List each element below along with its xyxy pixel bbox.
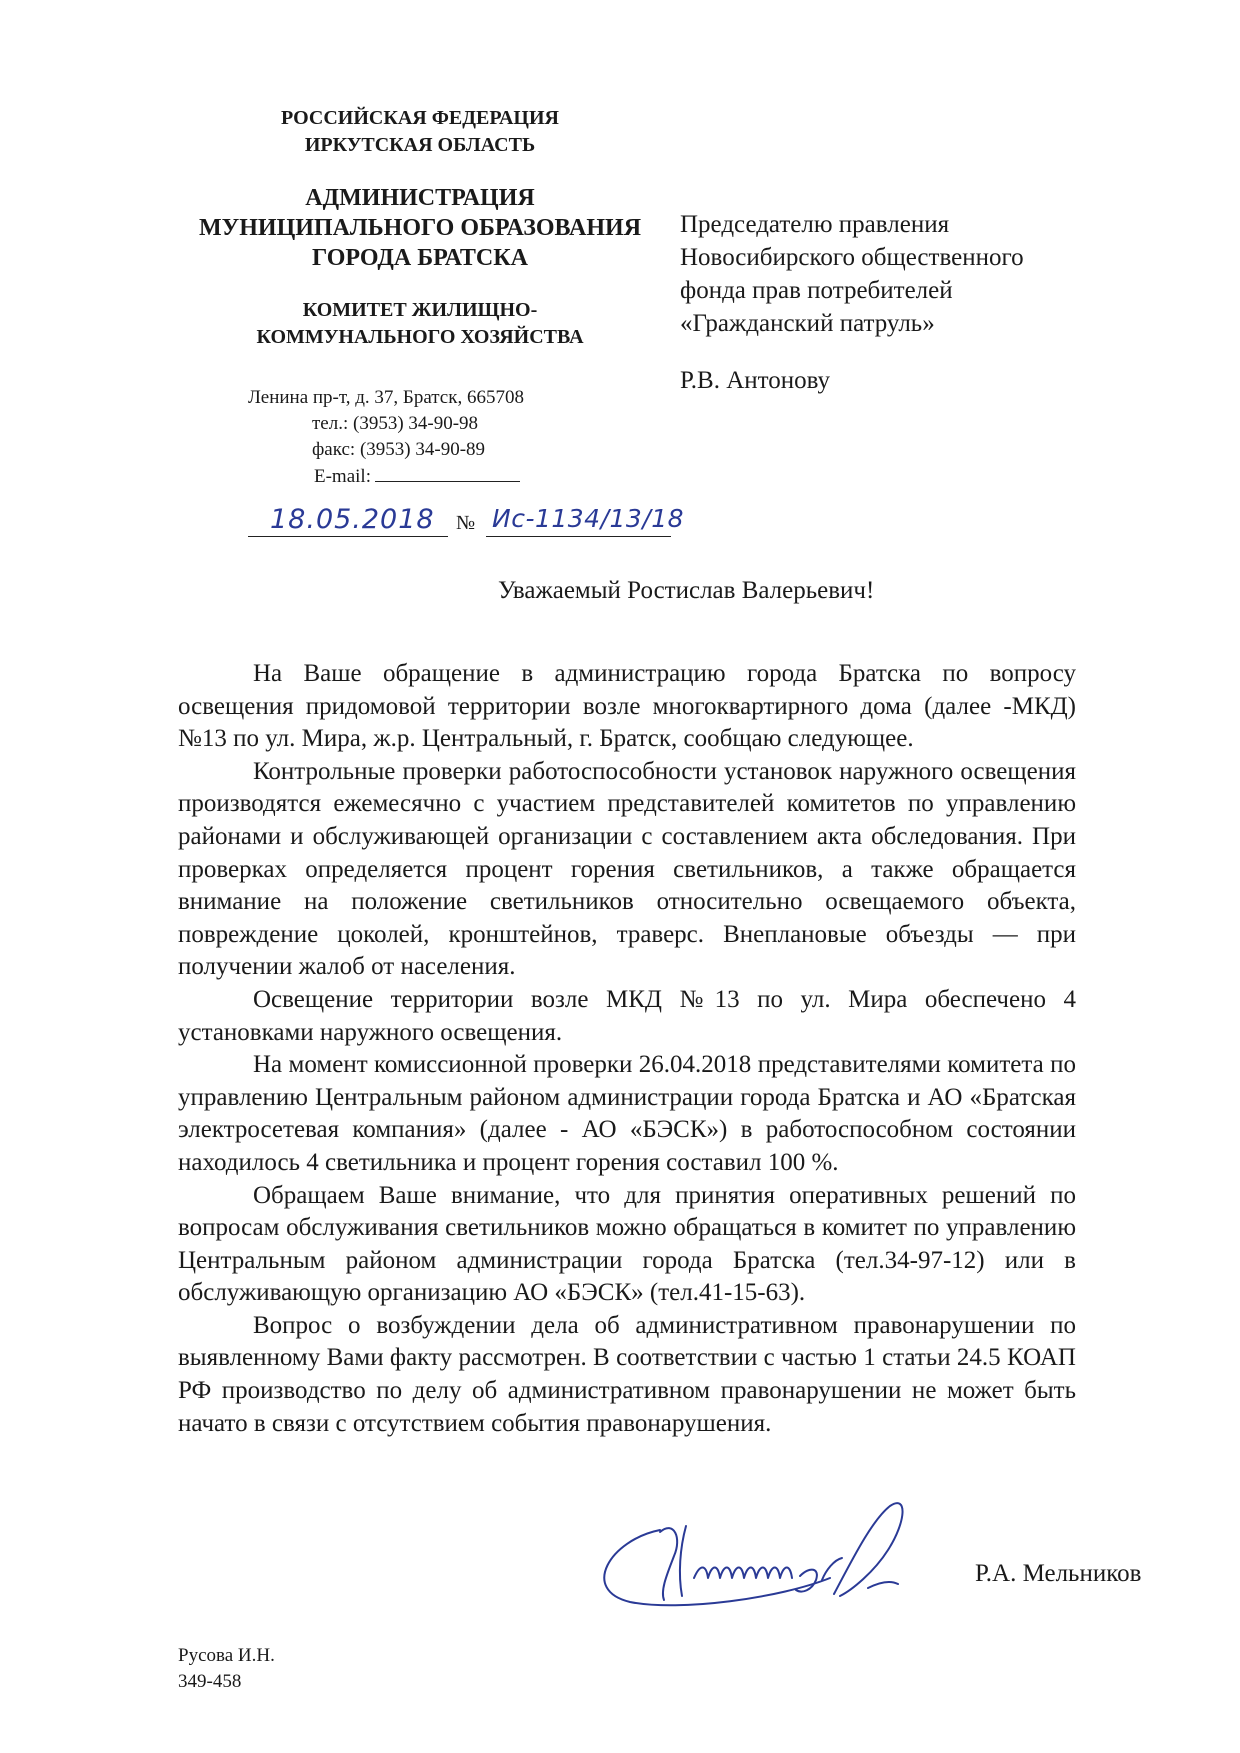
registration-date: 18.05.2018 bbox=[270, 504, 435, 535]
letterhead-region: ИРКУТСКАЯ ОБЛАСТЬ bbox=[304, 134, 536, 156]
letterhead-committee-line: КОМИТЕТ ЖИЛИЩНО- bbox=[302, 299, 538, 321]
registration-number-label: № bbox=[456, 512, 476, 534]
email-blank-line bbox=[375, 463, 520, 482]
salutation: Уважаемый Ростислав Валерьевич! bbox=[498, 577, 875, 604]
contact-phone: тел.: (3953) 34-90-98 bbox=[312, 413, 479, 434]
registration-line bbox=[248, 500, 688, 540]
addressee-name: Р.В. Антонову bbox=[680, 367, 831, 394]
body-paragraph: Вопрос о возбуждении дела об административном правонарушении по выявленному Вами факту рассмотрен. В соответствии с частью 1 статьи 24.5 КОАП РФ производство по делу об административном правонарушении не может быть начато в связи с отсутствием события правонарушения. bbox=[178, 1311, 1076, 1437]
contact-address: Ленина пр-т, д. 37, Братск, 665708 bbox=[248, 387, 524, 408]
executor-block bbox=[178, 1643, 275, 1695]
body-paragraph: На момент комиссионной проверки 26.04.2018 представителями комитета по управлению Центральным районом администрации города Братска и АО «Братская электросетевая компания» (далее - АО «БЭСК») в работоспособном состоянии находилось 4 светильника и процент горения составил 100 %. bbox=[178, 1051, 1076, 1176]
contact-email-label: E-mail: bbox=[314, 466, 371, 487]
date-underline bbox=[248, 536, 448, 537]
letterhead-admin-line: МУНИЦИПАЛЬНОГО ОБРАЗОВАНИЯ bbox=[198, 215, 642, 241]
executor-phone: 349-458 bbox=[178, 1671, 242, 1692]
contact-email bbox=[248, 463, 608, 490]
addressee-line: Председателю правления bbox=[680, 211, 950, 238]
signer-name: Р.А. Мельников bbox=[975, 1560, 1142, 1587]
letterhead-contacts bbox=[248, 385, 608, 490]
addressee-line: фонда прав потребителей bbox=[680, 277, 953, 304]
executor-name: Русова И.Н. bbox=[178, 1645, 275, 1666]
handwritten-signature bbox=[590, 1490, 930, 1620]
body-paragraph: Контрольные проверки работоспособности установок наружного освещения производятся ежемесячно с участием представителей комитетов по управлению районами и обслуживающей организации с составлением акта обследования. При проверках определяется процент горения светильников, а также обращается внимание на положение светильников относительно освещаемого объекта, повреждение цоколей, кронштейнов, траверс. Внеплановые объезды — при получении жалоб от населения. bbox=[178, 757, 1076, 981]
addressee-line: «Гражданский патруль» bbox=[680, 310, 935, 337]
letterhead-admin-line: АДМИНИСТРАЦИЯ bbox=[305, 185, 535, 211]
letterhead-committee-line: КОММУНАЛЬНОГО ХОЗЯЙСТВА bbox=[256, 326, 584, 348]
registration-number: Ис-1134/13/18 bbox=[492, 504, 685, 533]
letterhead-country: РОССИЙСКАЯ ФЕДЕРАЦИЯ bbox=[280, 107, 559, 129]
letterhead-committee bbox=[180, 297, 660, 351]
letterhead-administration bbox=[180, 183, 660, 273]
contact-fax: факс: (3953) 34-90-89 bbox=[312, 439, 486, 460]
body-paragraph: На Ваше обращение в администрацию города Братска по вопросу освещения придомовой территории возле многоквартирного дома (далее -МКД) №13 по ул. Мира, ж.р. Центральный, г. Братск, сообщаю следующее. bbox=[178, 660, 1076, 753]
addressee-block bbox=[680, 208, 1100, 397]
body-paragraph: Освещение территории возле МКД №13 по ул. Мира обеспечено 4 установками наружного освещения. bbox=[178, 985, 1076, 1046]
letterhead-admin-line: ГОРОДА БРАТСКА bbox=[312, 245, 528, 271]
letter-body bbox=[178, 658, 1076, 1440]
addressee-line: Новосибирского общественного bbox=[680, 244, 1024, 271]
letterhead bbox=[180, 105, 660, 351]
number-underline bbox=[486, 536, 671, 537]
body-paragraph: Обращаем Ваше внимание, что для принятия оперативных решений по вопросам обслуживания светильников можно обращаться в комитет по управлению Центральным районом администрации города Братска (тел.34-97-12) или в обслуживающую организацию АО «БЭСК» (тел.41-15-63). bbox=[178, 1181, 1076, 1307]
